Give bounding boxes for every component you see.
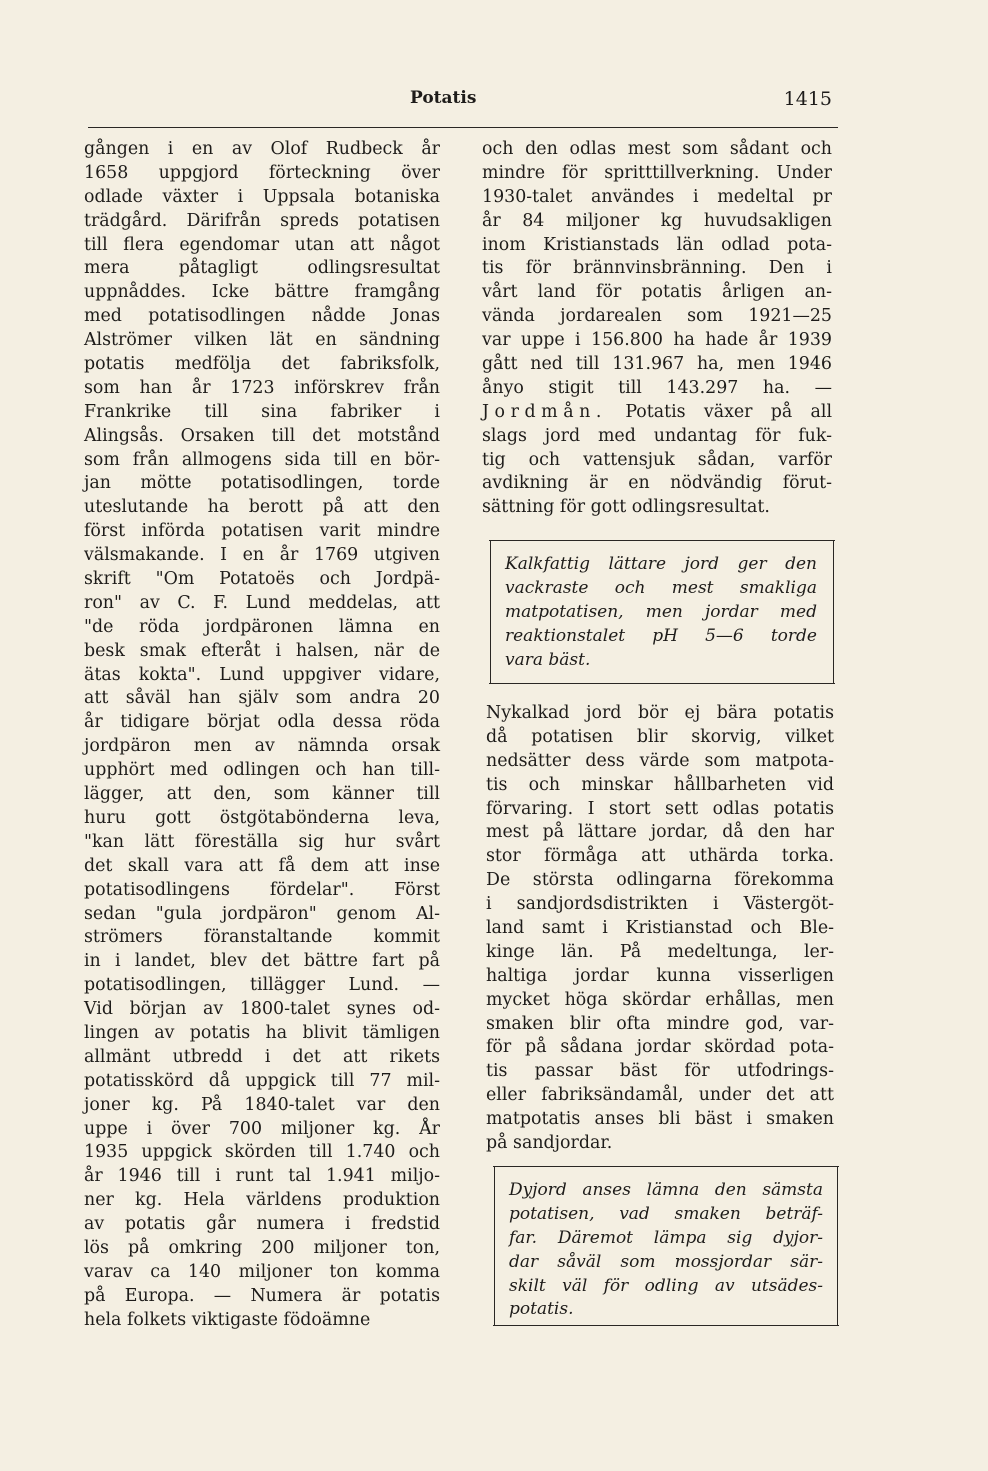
text-line-rest: Potatis växer på all [625,401,833,422]
text-line: och den odlas mest som sådant och [482,139,832,159]
text-line: då potatisen blir skorvig, vilket [486,726,834,747]
text-line: förvaring. I stort sett odlas potatis [486,798,834,819]
text-line: tis passar bäst för utfodrings- [486,1061,834,1082]
text-line: potatisodlingens fördelar". Först [84,879,440,900]
text-line: skrift "Om Potatoës och Jordpä- [84,569,440,590]
text-line: joner kg. På 1840-talet var den [84,1094,440,1115]
text-line: reaktionstalet pH 5—6 torde [505,625,817,646]
text-line: ron" av C. F. Lund meddelas, att [84,592,440,613]
text-line: mycket höga skördar erhållas, men [486,989,834,1010]
text-line: Kalkfattig lättare jord ger den [505,554,817,574]
text-line: land samt i Kristianstad och Ble- [486,918,834,939]
text-line: år 1946 till i runt tal 1.941 miljo- [84,1166,440,1187]
text-line: uppe i över 700 miljoner kg. År [84,1118,440,1139]
text-line: vara bäst. [505,649,591,670]
text-line: besk smak efteråt i halsen, när de [84,640,440,661]
text-line: ätas kokta". Lund uppgiver vidare, [84,664,440,685]
text-line: upphört med odlingen och han till- [84,760,440,781]
text-line: uppnåddes. Icke bättre framgång [84,282,440,303]
header-rule [88,127,838,128]
text-line: potatisen, vad smaken beträf- [509,1203,823,1224]
text-line: vackraste och mest smakliga [505,577,817,598]
text-line: gången i en av Olof Rudbeck år [84,139,440,159]
text-line: varav ca 140 miljoner ton komma [84,1261,440,1282]
text-line: sättning för gott odlingsresultat. [482,497,770,518]
text-line: lös på omkring 200 miljoner ton, [84,1237,440,1258]
text-line: på sandjordar. [486,1133,613,1154]
text-line: far. Däremot lämpa sig dyjor- [509,1227,823,1248]
text-line: Alingsås. Orsaken till det motstånd [84,425,440,446]
text-line: år 84 miljoner kg huvudsakligen [482,210,832,231]
text-line: tis och minskar hållbarheten vid [486,774,834,795]
text-line: uteslutande ha berott på att den [84,497,440,518]
text-line: De största odlingarna förekomma [486,870,834,891]
text-line: mindre för spritttillverkning. Under [482,162,832,183]
text-line: potatis medfölja det fabriksfolk, [84,354,440,375]
text-line: odlade växter i Uppsala botaniska [84,186,440,207]
text-line: av potatis går numera i fredstid [84,1214,440,1235]
text-line: nedsätter dess värde som matpota- [486,750,834,771]
text-line: allmänt utbredd i det att rikets [84,1046,440,1067]
text-line: potatisskörd då uppgick till 77 mil- [84,1070,440,1091]
text-line: mera påtagligt odlingsresultat [84,258,440,279]
text-line: som från allmogens sida till en bör- [84,449,440,470]
text-line: kinge län. På medeltunga, ler- [486,941,834,962]
page-header [88,84,836,114]
text-line: in i landet, blev det bättre fart på [84,951,440,972]
text-line: för på sådana jordar skördad pota- [486,1037,834,1058]
text-line: på Europa. — Numera är potatis [84,1285,440,1306]
highlight-box-peat-text [509,1178,823,1321]
text-line: ånyo stigit till 143.297 ha. — [482,377,832,398]
text-line [482,401,832,425]
text-line: trädgård. Därifrån spreds potatisen [84,210,440,231]
text-line: inom Kristianstads län odlad pota- [482,234,832,255]
text-line: avdikning är en nödvändig förut- [482,473,832,494]
text-line: tis för brännvinsbränning. Den i [482,258,832,279]
running-title: Potatis [410,88,477,108]
text-line: stor förmåga att uthärda torka. [486,846,834,867]
text-line: Vid början av 1800-talet synes od- [84,999,440,1020]
text-line: var uppe i 156.800 ha hade år 1939 [482,330,832,351]
text-line: gått ned till 131.967 ha, men 1946 [482,354,832,375]
right-column-top [482,138,832,520]
text-line: skilt väl för odling av utsädes- [509,1275,823,1296]
text-line: eller fabriksändamål, under det att [486,1085,834,1106]
text-line: lägger, att den, som känner till [84,784,440,805]
text-line: Dyjord anses lämna den sämsta [509,1180,823,1200]
text-line: 1658 uppgjord förteckning över [84,162,440,183]
highlight-box-soil-text [505,552,817,671]
text-line: Nykalkad jord bör ej bära potatis [486,703,834,723]
text-line: 1930-talet användes i medeltal pr [482,186,832,207]
page-number: 1415 [783,88,832,110]
text-line: jan mötte potatisodlingen, torde [84,473,440,494]
text-line: Frankrike till sina fabriker i [84,401,440,422]
text-line: tig och vattensjuk sådan, varför [482,449,832,470]
text-line: "de röda jordpäronen lämna en [84,616,440,637]
text-line: år tidigare börjat odla dessa röda [84,712,440,733]
text-line: huru gott östgötabönderna leva, [84,807,440,828]
highlight-box-peat [494,1166,838,1326]
text-line: vända jordarealen som 1921—25 [482,306,832,327]
text-line: matpotatis anses bli bäst i smaken [486,1109,834,1130]
text-line: dar såväl som mossjordar sär- [509,1251,823,1272]
text-line: det skall vara att få dem att inse [84,855,440,876]
text-line: matpotatisen, men jordar med [505,601,817,622]
text-line: i sandjordsdistrikten i Västergöt- [486,894,834,915]
text-line: strömers föranstaltande kommit [84,927,440,948]
text-line: potatis. [509,1299,574,1320]
text-line: 1935 uppgick skörden till 1.740 och [84,1142,440,1163]
text-line: först införda potatisen varit mindre [84,521,440,542]
text-line: potatisodlingen, tillägger Lund. — [84,975,440,996]
section-keyword: Jordmån. [482,401,608,422]
text-line: till flera egendomar utan att något [84,234,440,255]
highlight-box-soil [490,540,834,684]
text-line: hela folkets viktigaste födoämne [84,1309,371,1330]
text-line: smaken blir ofta mindre god, var- [486,1013,834,1034]
text-line: slags jord med undantag för fuk- [482,425,832,446]
text-line: med potatisodlingen nådde Jonas [84,306,440,327]
text-line: "kan lätt föreställa sig hur svårt [84,831,440,852]
text-line: mest på lättare jordar, då den har [486,822,834,843]
text-line: välsmakande. I en år 1769 utgiven [84,545,440,566]
text-line: lingen av potatis ha blivit tämligen [84,1022,440,1043]
text-line: vårt land för potatis årligen an- [482,282,832,303]
text-line: Alströmer vilken lät en sändning [84,330,440,351]
text-line: att såväl han själv som andra 20 [84,688,440,709]
text-line: som han år 1723 införskrev från [84,377,440,398]
text-line: haltiga jordar kunna visserligen [486,965,834,986]
text-line: ner kg. Hela världens produktion [84,1190,440,1211]
left-column [84,138,440,1333]
text-line: jordpäron men av nämnda orsak [84,736,440,757]
text-line: sedan "gula jordpäron" genom Al- [84,903,440,924]
right-column-middle [486,702,834,1156]
